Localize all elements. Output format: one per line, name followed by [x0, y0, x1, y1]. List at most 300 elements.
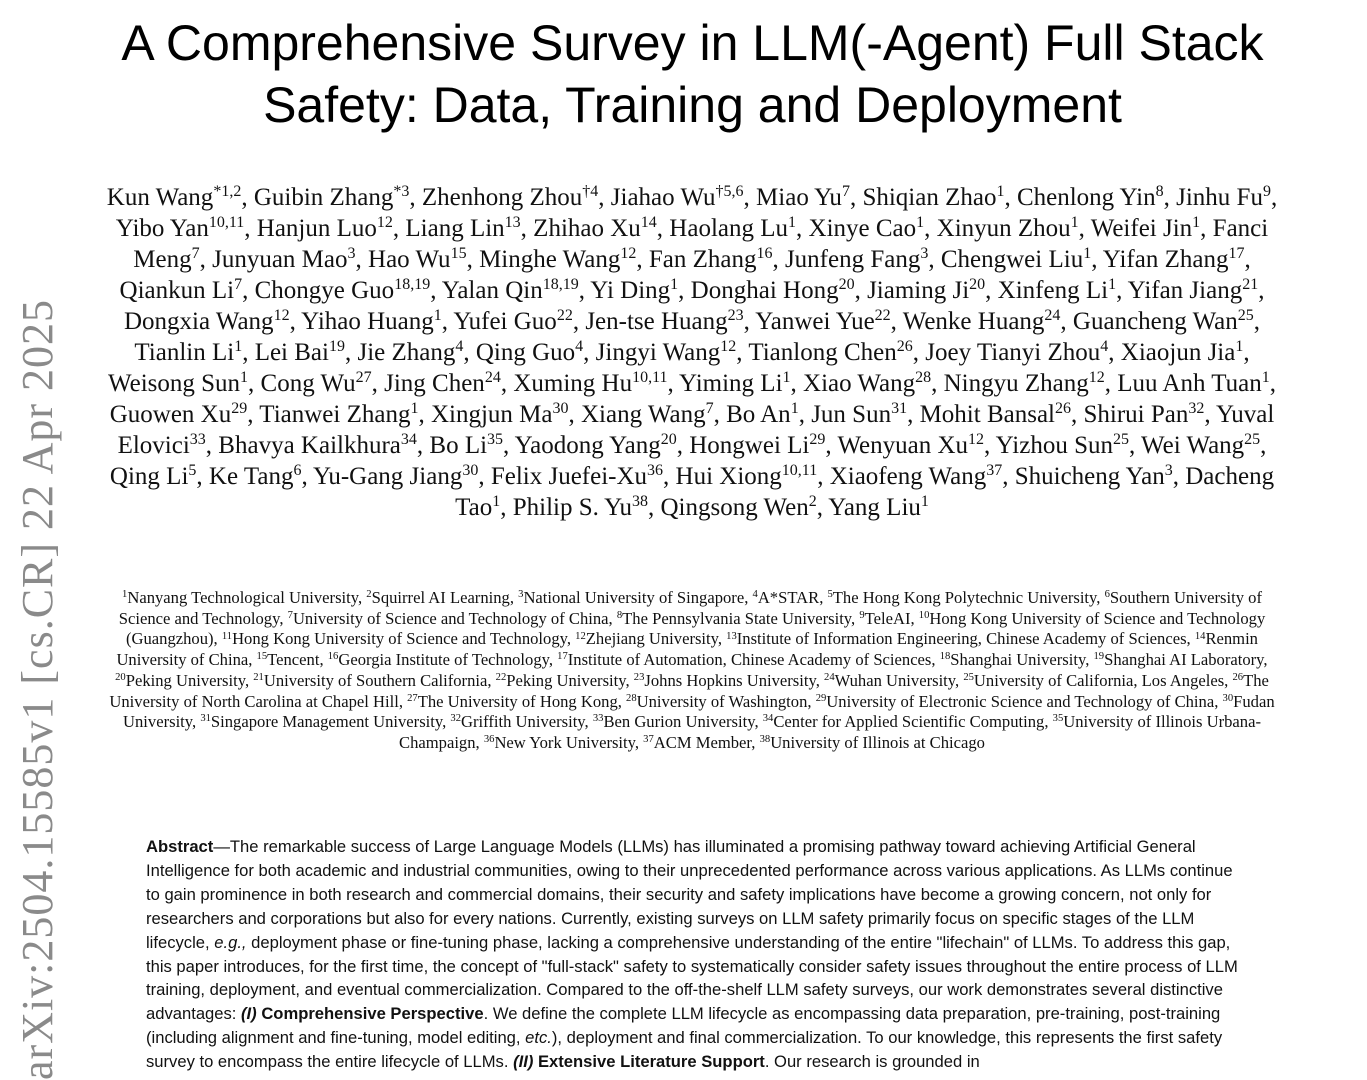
author-name: Xinfeng Li [997, 277, 1109, 304]
affiliation-superscript: 32 [450, 713, 462, 725]
author [803, 370, 931, 397]
author-superscript: 15 [450, 245, 467, 263]
author-name: Philip S. Yu [512, 494, 632, 521]
author-name: Shuicheng Yan [1014, 463, 1165, 490]
affiliation-name: Fudan University [123, 691, 1275, 732]
author-name: Guancheng Wan [1072, 308, 1238, 335]
author-superscript: †4 [582, 183, 599, 201]
affiliation-superscript: 24 [824, 671, 835, 683]
author-name: Minghe Wang [479, 246, 621, 273]
affiliation-name: Nanyang Technological University [127, 588, 358, 607]
author-superscript: 22 [874, 307, 891, 325]
affiliation-superscript: 37 [643, 734, 654, 746]
author [301, 308, 442, 335]
author [431, 401, 569, 428]
affiliation-name: The Pennsylvania State University [622, 608, 852, 628]
author-name: Xuming Hu [513, 370, 633, 397]
affiliation-superscript: 18 [939, 651, 951, 663]
author-superscript: 12 [1088, 369, 1105, 387]
author [828, 494, 929, 521]
affiliation-superscript: 17 [557, 651, 568, 663]
author-name: Hongwei Li [689, 432, 810, 459]
author-superscript: 37 [986, 462, 1003, 480]
affiliation-name: The University of North Carolina at Chapel Hill [109, 670, 1269, 711]
affiliation-name: University of Southern California [263, 670, 488, 690]
author-superscript: *3 [393, 183, 410, 201]
author-superscript: 12 [376, 214, 393, 232]
author-name: Ningyu Zhang [943, 370, 1089, 397]
affiliation [575, 629, 718, 648]
affiliation-superscript: 26 [1232, 671, 1244, 683]
author [313, 463, 478, 490]
author [596, 339, 737, 366]
author-superscript: 29 [231, 400, 248, 418]
author-name: Qiankun Li [119, 277, 235, 304]
author [1176, 184, 1271, 211]
author-name: Guibin Zhang [253, 184, 394, 211]
author [1017, 184, 1164, 211]
author-superscript: 22 [556, 307, 573, 325]
affiliation-name: Singapore Management University [210, 712, 443, 732]
affiliation-superscript: 31 [200, 713, 211, 725]
affiliation-name: University of Science and Technology of China [292, 608, 609, 628]
author-superscript: 21 [1242, 276, 1259, 294]
author-name: Zhenhong Zhou [421, 184, 583, 211]
author-superscript: 12 [273, 307, 290, 325]
author-superscript: 1 [492, 493, 501, 511]
abstract-text-run: ), deployment and final commercialization. To our knowledge, this represents the first safety survey to encompass the entire lifecycle of LLMs. [146, 1028, 1223, 1072]
author-superscript: 12 [620, 245, 637, 263]
author-name: Yufei Guo [453, 308, 557, 335]
affiliation [827, 588, 1096, 607]
abstract-text-run: deployment phase or fine-tuning phase, lacking a comprehensive understanding of the entire "lifechain" of LLMs. To address this gap, this paper introduces, for the first time, the concept of "full-stack" safety to systematically consider safety issues throughout the entire process of LLM training, deployment, and eventual commercialization. Compared to the off-the-shelf LLM safety surveys, our work demonstrates several distinctive advantages: [146, 932, 1238, 1024]
author-name: Bo Li [429, 432, 488, 459]
affiliation-name: National University of Singapore [523, 588, 745, 607]
affiliation-name: University of Washington [636, 691, 808, 711]
author-name: Joey Tianyi Zhou [925, 339, 1101, 366]
author [1091, 215, 1200, 242]
author-name: Haolang Lu [669, 215, 789, 242]
author-superscript: 1 [433, 307, 442, 325]
affiliation-superscript: 12 [575, 630, 586, 642]
author [689, 432, 825, 459]
author [384, 370, 501, 397]
author [255, 339, 345, 366]
author [811, 401, 907, 428]
author [1103, 246, 1245, 273]
author-name: Qingsong Wen [660, 494, 809, 521]
affiliation-name: University of Illinois at Chicago [770, 732, 985, 752]
affiliation-superscript: 8 [616, 609, 623, 621]
author-name: Guowen Xu [109, 401, 232, 428]
affiliation-name: Wuhan University [834, 670, 956, 690]
author-superscript: 33 [189, 431, 206, 449]
affiliation [496, 671, 626, 690]
author-name: Xiaojun Jia [1120, 339, 1236, 366]
author-superscript: 26 [896, 338, 913, 356]
author [590, 277, 678, 304]
author-name: Weisong Sun [108, 370, 241, 397]
author-name: Yifan Jiang [1127, 277, 1243, 304]
author [533, 215, 657, 242]
author-name: Yi Ding [590, 277, 671, 304]
affiliation-name: Institute of Automation, Chinese Academy of Sciences [567, 650, 932, 670]
abstract-text-run: —The remarkable success of Large Language Models (LLMs) has illuminated a promising pathway toward achieving Artificial General Intelligence for both academic and industrial communities, owing to their unprecedented performance across various applications. As LLMs continue to gain prominence in both research and commercial domains, their security and safety implications have become a growing concern, not only for researchers and corporations but also for every nations. Currently, existing surveys on LLM safety primarily focus on specific stages of the LLM lifecycle, [146, 837, 1233, 952]
author-superscript: 1 [996, 183, 1005, 201]
author [429, 432, 503, 459]
abstract-text-run: (I) [241, 1004, 257, 1024]
author [755, 308, 890, 335]
author [124, 308, 290, 335]
author [903, 308, 1061, 335]
author-superscript: 7 [191, 245, 200, 263]
author-superscript: 3 [347, 245, 356, 263]
author [925, 339, 1108, 366]
author [479, 246, 636, 273]
author-name: Shiqian Zhao [862, 184, 997, 211]
author-name: Tianlin Li [134, 339, 235, 366]
author-superscript: 1 [1235, 338, 1244, 356]
author-superscript: 19 [328, 338, 345, 356]
author-list: Kun Wang$^{*1,2}$, Guibin Zhang$^{*3}$, Zhenhong Zhou$^{\dagger 4}$, Jiahao Wu$^{\dagger 5,6}$, Miao Yu$^7$, Shiqian Zhao$^1$, Chenlong Yin$^8$, Jinhu Fu$^9$, Yibo Yan$^{10,11}$, Hanjun Luo$^{12}$, Liang Lin$^{13}$, Zhihao Xu$^{14}$, Haolang Lu$^1$, Xinye Cao$^1$, Xinyun Zhou$^1$, Weifei Jin$^1$, Fanci Meng$^7$, Junyuan Mao$^3$, Hao Wu$^{15}$, Minghe Wang$^{12}$, Fan Zhang$^{16}$, Junfeng Fang$^3$, Chengwei Liu$^1$, Yifan Zhang$^{17}$, Qiankun Li$^7$, Chongye Guo$^{18,19}$, Yalan Qin$^{18,19}$, Yi Ding$^1$, Donghai Hong$^{20}$, Jiaming Ji$^{20}$, Xinfeng Li$^1$, Yifan Jiang$^{21}$, Dongxia Wang$^{12}$, Yihao Huang$^1$, Yufei Guo$^{22}$, Jen-tse Huang$^{23}$, Yanwei Yue$^{22}$, Wenke Huang$^{24}$, Guancheng Wan$^{25}$, Tianlin Li$^1$, Lei Bai$^{19}$, Jie Zhang$^4$, Qing Guo$^4$, Jingyi Wang$^{12}$, Tianlong Chen$^{26}$, Joey Tianyi Zhou$^4$, Xiaojun Jia$^1$, Weisong Sun$^1$, Cong Wu$^{27}$, Jing Chen$^{24}$, Xuming Hu$^{10,11}$, Yiming Li$^1$, Xiao Wang$^{28}$, Ningyu Zhang$^{12}$, Luu Anh Tuan$^1$, Guowen Xu$^{29}$, Tianwei Zhang$^1$, Xingjun Ma$^{30}$, Xiang Wang$^7$, Bo An$^1$, Jun Sun$^{31}$, Mohit Bansal$^{26}$, Shirui Pan$^{32}$, Yuval Elovici$^{33}$, Bhavya Kailkhura$^{34}$, Bo Li$^{35}$, Yaodong Yang$^{20}$, Hongwei Li$^{29}$, Wenyuan Xu$^{12}$, Yizhou Sun$^{25}$, Wei Wang$^{25}$, Qing Li$^5$, Ke Tang$^6$, Yu-Gang Jiang$^{30}$, Felix Juefei-Xu$^{36}$, Hui Xiong$^{10,11}$, Xiaofeng Wang$^{37}$, Shuicheng Yan$^3$, Dacheng Tao$^1$, Philip S. Yu$^{38}$, Qingsong Wen$^2$, Yang Liu$^1$ [106, 183, 1278, 521]
affiliation-name: Institute of Information Engineering, Chinese Academy of Sciences [736, 629, 1187, 649]
arxiv-identifier-stamp: arXiv:2504.15585v1 [cs.CR] 22 Apr 2025 [13, 298, 62, 1080]
author-superscript: 1 [240, 369, 249, 387]
author [218, 432, 417, 459]
affiliation-superscript: 36 [483, 734, 495, 746]
author-name: Jen-tse Huang [585, 308, 728, 335]
author-superscript: 13 [504, 214, 521, 232]
author-name: Yihao Huang [301, 308, 434, 335]
author [476, 339, 583, 366]
author [998, 277, 1116, 304]
affiliation-superscript: 23 [633, 671, 645, 683]
author-superscript: 27 [355, 369, 372, 387]
author [941, 246, 1091, 273]
author-name: Jingyi Wang [595, 339, 721, 366]
author-superscript: 7 [705, 400, 714, 418]
affiliation-name: Georgia Institute of Technology [338, 650, 549, 670]
affiliation-name: Southern University of Science and Technology [118, 588, 1262, 628]
author-superscript: 10,11 [781, 462, 818, 480]
author-superscript: 1 [1261, 369, 1270, 387]
author-superscript: 23 [727, 307, 744, 325]
author-name: Yalan Qin [441, 277, 543, 304]
author [669, 215, 796, 242]
affiliation-list: $^1$Nanyang Technological University, $^2$Squirrel AI Learning, $^3$National University of Singapore, $^4$A*STAR, $^5$The Hong Kong Polytechnic University, $^6$Southern University of Science and Technology, $^7$University of Science and Technology of China, $^8$The Pennsylvania State University, $^9$TeleAI, $^{10}$Hong Kong University of Science and Technology (Guangzhou), $^{11}$Hong Kong University of Science and Technology, $^{12}$Zhejiang University, $^{13}$Institute of Information Engineering, Chinese Academy of Sciences, $^{14}$Renmin University of China, $^{15}$Tencent, $^{16}$Georgia Institute of Technology, $^{17}$Institute of Automation, Chinese Academy of Sciences, $^{18}$Shanghai University, $^{19}$Shanghai AI Laboratory, $^{20}$Peking University, $^{21}$University of Southern California, $^{22}$Peking University, $^{23}$Johns Hopkins University, $^{24}$Wuhan University, $^{25}$University of California, Los Angeles, $^{26}$The University of North Carolina at Chapel Hill, $^{27}$The University of Hong Kong, $^{28}$University of Washington, $^{29}$University of Electronic Science and Technology of China, $^{30}$Fudan University, $^{31}$Singapore Management University, $^{32}$Griffith University, $^{33}$Ben Gurion University, $^{34}$Center for Applied Scientific Computing, $^{35}$University of Illinois Urbana-Champaign, $^{36}$New York University, $^{37}$ACM Member, $^{38}$University of Illinois at Chicago [109, 588, 1275, 752]
author-name: Shirui Pan [1083, 401, 1189, 428]
affiliation [593, 712, 755, 731]
author [209, 463, 302, 490]
author-name: Xiang Wang [580, 401, 706, 428]
author [676, 463, 818, 490]
affiliation-name: Griffith University [461, 712, 585, 732]
author-superscript: 18,19 [394, 276, 431, 294]
author-superscript: †5,6 [715, 183, 744, 201]
author-superscript: 1 [920, 493, 929, 511]
affiliation-superscript: 13 [726, 630, 737, 642]
author-name: Miao Yu [756, 184, 842, 211]
affiliation-superscript: 9 [859, 609, 865, 621]
author [691, 277, 855, 304]
author-superscript: 35 [487, 431, 504, 449]
affiliation-name: Peking University [506, 670, 626, 690]
author [107, 184, 242, 211]
affiliation [257, 650, 320, 669]
author-superscript: 9 [1262, 183, 1271, 201]
author-name: Bo An [726, 401, 791, 428]
author-superscript: 31 [891, 400, 908, 418]
author [442, 277, 579, 304]
author-superscript: 1 [790, 400, 799, 418]
author-name: Mohit Bansal [919, 401, 1055, 428]
affiliation-superscript: 1 [122, 589, 128, 601]
author-superscript: 25 [1112, 431, 1129, 449]
author-name: Tianwei Zhang [259, 401, 411, 428]
author [255, 277, 431, 304]
author-name: Hanjun Luo [256, 215, 377, 242]
affiliation [760, 733, 985, 752]
author [515, 432, 677, 459]
affiliation-name: Renmin University of China [116, 629, 1258, 670]
author [368, 246, 467, 273]
author [259, 401, 418, 428]
author-name: Jiaming Ji [867, 277, 970, 304]
author [726, 401, 799, 428]
affiliation-name: Zhejiang University [585, 629, 718, 649]
affiliation-superscript: 29 [815, 692, 827, 704]
affiliation-name: The Hong Kong Polytechnic University [832, 588, 1097, 607]
author-superscript: 1 [670, 276, 679, 294]
author-superscript: 12 [968, 431, 985, 449]
affiliation-superscript: 21 [253, 671, 264, 683]
affiliation-name: University of California, Los Angeles [973, 670, 1225, 690]
affiliation [940, 650, 1086, 669]
author [660, 494, 816, 521]
author-name: Cong Wu [260, 370, 356, 397]
affiliation-superscript: 14 [1194, 630, 1206, 642]
author-superscript: 30 [462, 462, 479, 480]
author-name: Lei Bai [254, 339, 329, 366]
author-superscript: 30 [552, 400, 569, 418]
affiliation [200, 712, 442, 731]
affiliation [122, 588, 358, 607]
author-superscript: 7 [841, 183, 850, 201]
author [1128, 277, 1259, 304]
affiliation-superscript: 5 [827, 589, 833, 601]
author-name: Wenyuan Xu [837, 432, 969, 459]
author-superscript: 29 [809, 431, 826, 449]
paper-title: A Comprehensive Survey in LLM(-Agent) Full Stack Safety: Data, Training and Deployment [121, 15, 1264, 133]
author [120, 277, 243, 304]
author [357, 339, 463, 366]
affiliation [328, 650, 549, 669]
author-superscript: 20 [660, 431, 677, 449]
author-name: Wei Wang [1141, 432, 1245, 459]
affiliation [557, 650, 931, 669]
affiliation [859, 609, 910, 628]
affiliation [253, 671, 487, 690]
author-superscript: 4 [575, 338, 584, 356]
abstract-text-run: . We define the complete LLM lifecycle as encompassing data preparation, pre-training, post-training (including alignment and fine-tuning, model editing, [146, 1004, 1221, 1048]
author-superscript: 17 [1228, 245, 1245, 263]
author-name: Jun Sun [811, 401, 892, 428]
affiliation-superscript: 38 [759, 734, 771, 746]
author-superscript: 1 [782, 369, 791, 387]
affiliation [824, 671, 955, 690]
author-superscript: 3 [1164, 462, 1173, 480]
author-superscript: 6 [293, 462, 302, 480]
author [513, 494, 648, 521]
affiliation [518, 588, 744, 607]
author-superscript: 20 [838, 276, 855, 294]
author [453, 308, 572, 335]
affiliation-name: Center for Applied Scientific Computing [773, 712, 1045, 732]
author-superscript: 10,11 [208, 214, 245, 232]
author-superscript: *1,2 [213, 183, 242, 201]
author [257, 215, 393, 242]
affiliation-name: Shanghai University [950, 650, 1086, 670]
affiliation-superscript: 6 [1104, 589, 1110, 601]
abstract-text-run: Comprehensive Perspective [261, 1004, 484, 1024]
author-name: Ke Tang [208, 463, 294, 490]
author-name: Fanci Meng [133, 215, 1269, 273]
affiliation-superscript: 11 [221, 630, 233, 642]
author [809, 215, 925, 242]
author-name: Xinyun Zhou [936, 215, 1071, 242]
author [920, 401, 1071, 428]
author-superscript: 18,19 [542, 276, 579, 294]
affiliation-name: University of Illinois Urbana-Champaign [399, 712, 1261, 752]
affiliation [763, 712, 1045, 731]
affiliation-name: University of Electronic Science and Technology of China [826, 691, 1215, 711]
author-name: Xinye Cao [808, 215, 917, 242]
author [1141, 432, 1260, 459]
author [581, 401, 714, 428]
author [756, 184, 850, 211]
author-superscript: 25 [1237, 307, 1254, 325]
affiliation-name: New York University [494, 732, 635, 752]
author-name: Wenke Huang [902, 308, 1045, 335]
author-superscript: 1 [234, 338, 243, 356]
author-superscript: 1 [1108, 276, 1117, 294]
affiliation [407, 692, 618, 711]
author [1121, 339, 1244, 366]
author-name: Xingjun Ma [430, 401, 553, 428]
affiliation [643, 733, 751, 752]
author-name: Chenlong Yin [1016, 184, 1156, 211]
author-name: Yifan Zhang [1102, 246, 1229, 273]
author-superscript: 34 [400, 431, 417, 449]
affiliation [115, 671, 245, 690]
author-name: Tianlong Chen [748, 339, 897, 366]
author-name: Donghai Hong [690, 277, 839, 304]
author-name: Zhihao Xu [533, 215, 641, 242]
affiliation-name: Hong Kong University of Science and Technology [232, 629, 567, 649]
author [405, 215, 520, 242]
author-name: Yu-Gang Jiang [313, 463, 463, 490]
author [110, 401, 248, 428]
abstract-text-run: . Our research is grounded in [764, 1052, 980, 1072]
author-name: Dacheng Tao [455, 463, 1275, 521]
author-name: Chengwei Liu [940, 246, 1084, 273]
affiliation-superscript: 19 [1093, 651, 1105, 663]
author-name: Jiahao Wu [610, 184, 716, 211]
author [134, 339, 242, 366]
affiliation-superscript: 25 [963, 671, 974, 683]
author-name: Dongxia Wang [123, 308, 274, 335]
affiliation-superscript: 3 [518, 589, 524, 601]
abstract-text-run: (II) [513, 1052, 534, 1072]
affiliation-superscript: 16 [327, 651, 339, 663]
author-name: Kun Wang [106, 184, 214, 211]
author-name: Qing Li [109, 463, 189, 490]
author-superscript: 7 [234, 276, 243, 294]
author-superscript: 5 [188, 462, 197, 480]
author [611, 184, 744, 211]
author-superscript: 2 [808, 493, 817, 511]
author [254, 184, 410, 211]
author [110, 463, 196, 490]
author-name: Yanwei Yue [755, 308, 875, 335]
author-superscript: 24 [1044, 307, 1061, 325]
affiliation [753, 588, 820, 607]
author [212, 246, 355, 273]
author-superscript: 26 [1055, 400, 1071, 418]
author-superscript: 36 [647, 462, 664, 480]
author-superscript: 1 [1083, 245, 1092, 263]
author [1073, 308, 1254, 335]
author [649, 246, 773, 273]
author-superscript: 4 [1100, 338, 1109, 356]
author [116, 215, 245, 242]
affiliation-name: A*STAR [757, 588, 820, 607]
author [867, 277, 985, 304]
affiliation-name: Squirrel AI Learning [371, 588, 510, 607]
author [937, 215, 1079, 242]
abstract-text-run: etc. [525, 1028, 552, 1048]
author [108, 370, 248, 397]
affiliation-name: Shanghai AI Laboratory [1104, 650, 1264, 670]
affiliation-superscript: 35 [1052, 713, 1064, 725]
author-superscript: 10,11 [632, 369, 668, 387]
affiliation [963, 671, 1224, 690]
author-name: Luu Anh Tuan [1117, 370, 1262, 397]
author-name: Yiming Li [679, 370, 783, 397]
abstract-text-run: e.g., [214, 932, 247, 952]
author-superscript: 8 [1155, 183, 1164, 201]
affiliation-name: ACM Member [653, 732, 752, 752]
affiliation-name: The University of Hong Kong [417, 691, 618, 711]
author-superscript: 38 [631, 493, 648, 511]
affiliation-name: Johns Hopkins University [644, 670, 816, 690]
affiliation [450, 712, 584, 731]
author-superscript: 28 [915, 369, 932, 387]
affiliation [484, 733, 635, 752]
author-name: Yaodong Yang [514, 432, 661, 459]
author-superscript: 1 [916, 214, 925, 232]
affiliation [288, 609, 609, 628]
author-superscript: 16 [756, 245, 773, 263]
affiliation-superscript: 7 [287, 609, 293, 621]
affiliation [634, 671, 816, 690]
author-name: Yuval Elovici [117, 401, 1275, 459]
author-name: Jing Chen [384, 370, 485, 397]
author-superscript: 1 [1192, 214, 1201, 232]
author-name: Bhavya Kailkhura [218, 432, 401, 459]
author-superscript: 1 [788, 214, 797, 232]
author-name: Hui Xiong [675, 463, 782, 490]
